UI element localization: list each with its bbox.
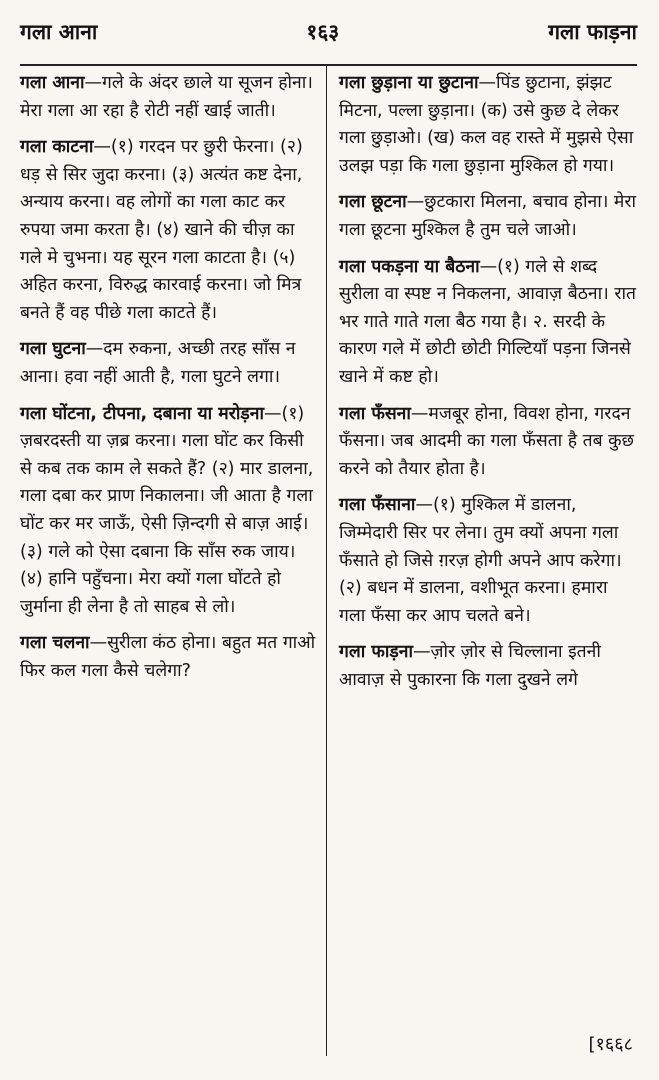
definition: —(१) गले से शब्द सुरीला वा स्पष्ट न निकलना, आवाज़ बैठना। रात भर गाते गाते गला बैठ गया है। २. सरदी के कारण गले में छोटी छोटी गिल्टियाँ पड़ना जिनसे खाने में कष्ट हो। — [339, 256, 636, 387]
headword: गला पकड़ना या बैठना — [339, 256, 480, 277]
left-column — [20, 70, 326, 1056]
definition: —(१) गरदन पर छुरी फेरना। (२) धड़ से सिर जुदा करना। (३) अत्यंत कष्ट देना, अन्याय करना। वह लोगों का गला काट कर रुपया जमा करता है। (४) खाने की चीज़ का गले मे चुभना। यह सूरन गला काटता है। (५) अहित करना, विरुद्ध कारवाई करना। जो मित्र बनते हैं वह पीछे गला काटते हैं। — [20, 137, 303, 323]
entry — [20, 630, 318, 685]
headword: गला चलना — [20, 633, 90, 654]
headword: गला छूटना — [339, 192, 407, 213]
page-number: १६३ — [306, 20, 340, 44]
entry — [339, 189, 637, 244]
entry — [339, 254, 637, 392]
definition: —मजबूर होना, विवश होना, गरदन फँसना। जब आदमी का गला फँसता है तब कुछ करने को तैयार होता है। — [339, 403, 634, 479]
two-column-body — [20, 70, 637, 1056]
definition: —छुटकारा मिलना, बचाव होना। मेरा गला छूटना मुश्किल है तुम चले जाओ। — [339, 192, 637, 240]
definition: —पिंड छुटाना, झंझट मिटना, पल्ला छुड़ाना। (क) उसे कुछ दे लेकर गला छुड़ाओ। (ख) कल वह रास्ते में मुझसे ऐसा उलझ पड़ा कि गला छुड़ाना मुश्किल हो गया। — [339, 73, 634, 176]
entry — [339, 639, 637, 694]
headword: गला छुड़ाना या छुटाना — [339, 73, 479, 93]
headword: गला घोंटना, टीपना, दबाना या मरोड़ना — [20, 403, 264, 424]
headword: गला आना — [20, 73, 85, 93]
definition: —सुरीला कंठ होना। बहुत मत गाओ फिर कल गला कैसे चलेगा? — [20, 633, 316, 681]
definition: —(१) मुश्किल में डालना, जिम्मेदारी सिर पर लेना। तुम क्यों अपना गला फँसाते हो जिसे ग़रज़ होगी अपने आप करेगा। (२) बधन में डालना, वशीभूत करना। हमारा गला फँसा कर आप चलते बने। — [339, 495, 622, 626]
definition: —दम रुकना, अच्छी तरह साँस न आना। हवा नहीं आती है, गला घुटने लगा। — [20, 339, 296, 387]
page-header — [20, 18, 637, 62]
entry — [339, 401, 637, 484]
header-right-guideword: गला फाड़ना — [548, 20, 637, 44]
headword: गला फाड़ना — [339, 642, 413, 663]
headword: गला काटना — [20, 137, 94, 158]
header-rule — [20, 64, 637, 66]
entry — [339, 70, 637, 180]
definition: —ज़ोर ज़ोर से चिल्लाना इतनी आवाज़ से पुकारना कि गला दुखने लगे — [339, 642, 601, 690]
entry — [20, 401, 318, 622]
definition: —(१) ज़बरदस्ती या ज़ब्र करना। गला घोंट कर किसी से कब तक काम ले सकते हैं? (२) मार डालना, गला दबा कर प्राण निकालना। जी आता है गला घोंट कर मर जाऊँ, ऐसी ज़िन्दगी से बाज़ आई। (३) गले को ऐसा दबाना कि साँस रुक जाय। (४) हानि पहुँचना। मेरा क्यों गला घोंटते हो जुर्माना ही लेना है तो साहब से लो। — [20, 403, 314, 617]
headword: गला फँसाना — [339, 495, 416, 516]
definition: —गले के अंदर छाले या सूजन होना। मेरा गला आ रहा है रोटी नहीं खाई जाती। — [20, 73, 313, 121]
entry — [20, 336, 318, 391]
entry — [20, 70, 318, 125]
entry — [20, 134, 318, 327]
headword: गला फँसना — [339, 403, 411, 424]
header-left-guideword: गला आना — [20, 20, 98, 44]
headword: गला घुटना — [20, 339, 86, 360]
catchword: [१६६८ — [588, 1034, 633, 1055]
entry — [339, 492, 637, 630]
right-column — [327, 70, 637, 1056]
